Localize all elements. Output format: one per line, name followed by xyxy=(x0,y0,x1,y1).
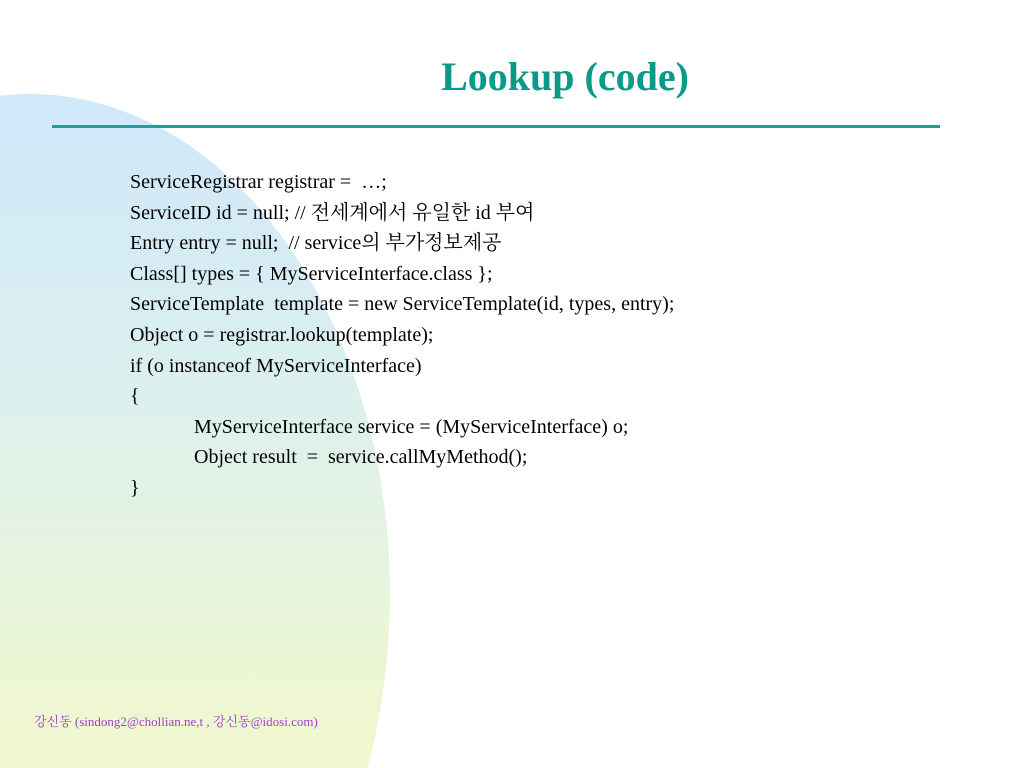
title-divider xyxy=(52,125,940,128)
code-line: Object o = registrar.lookup(template); xyxy=(130,323,434,346)
code-line: } xyxy=(130,476,140,499)
code-line: ServiceRegistrar registrar = …; xyxy=(130,171,387,193)
code-line: ServiceID id = null; // 전세계에서 유일한 id 부여 xyxy=(130,201,535,224)
slide-title: Lookup (code) xyxy=(441,54,689,99)
code-line: { xyxy=(130,385,140,408)
code-line: Class[] types = { MyServiceInterface.class }; xyxy=(130,262,493,285)
code-line: Entry entry = null; // service의 부가정보제공 xyxy=(130,232,502,255)
code-line: if (o instanceof MyServiceInterface) xyxy=(130,354,422,377)
code-line: Object result = service.callMyMethod(); xyxy=(194,446,528,469)
code-block xyxy=(130,167,674,504)
footer-author: 강신동 (sindong2@chollian.ne,t , 강신동@idosi.com) xyxy=(34,714,318,729)
code-line: ServiceTemplate template = new ServiceTemplate(id, types, entry); xyxy=(130,293,675,316)
code-line: MyServiceInterface service = (MyServiceInterface) o; xyxy=(194,415,629,438)
